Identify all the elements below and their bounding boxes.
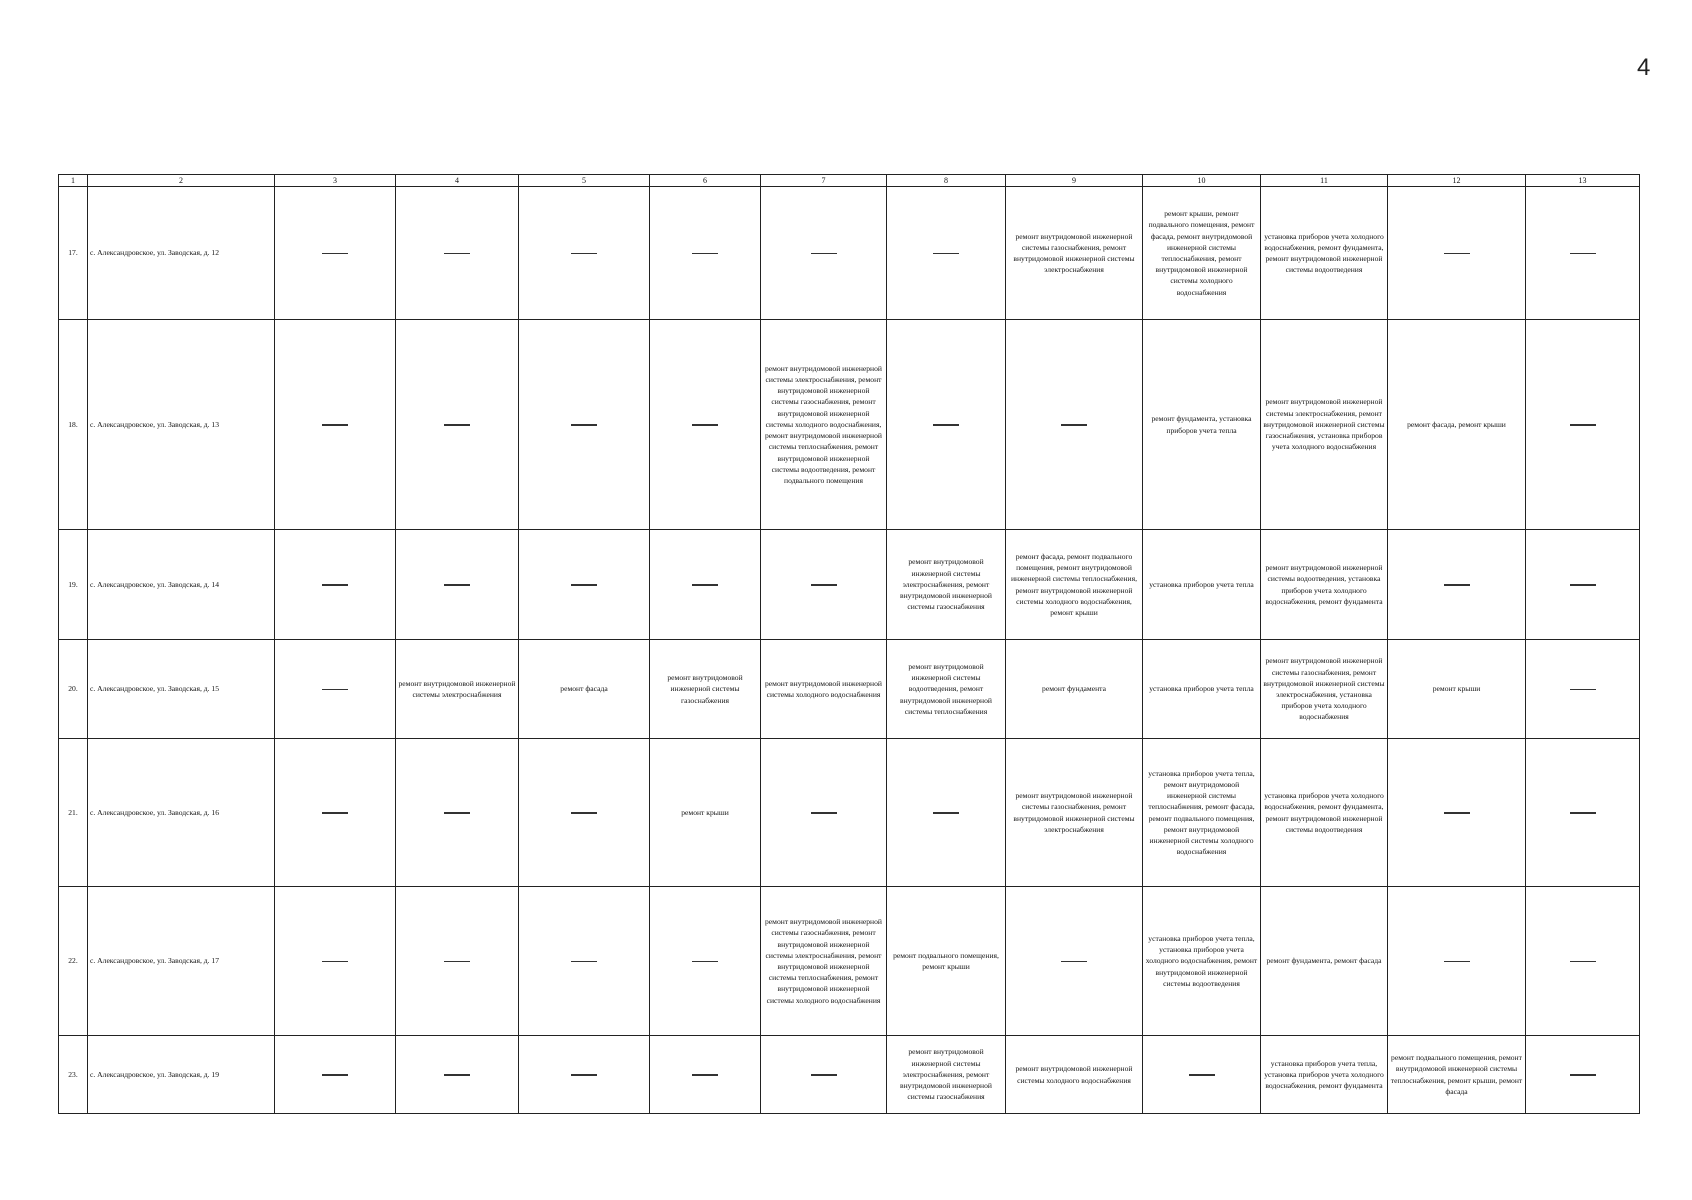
empty-cell	[887, 320, 1006, 530]
work-cell: ремонт внутридомовой инженерной системы электроснабжения	[396, 640, 519, 739]
row-number: 22.	[59, 887, 88, 1036]
address-cell: с. Александровское, ул. Заводская, д. 19	[88, 1036, 275, 1114]
dash-mark	[571, 961, 597, 962]
dash-mark	[811, 584, 837, 585]
column-number-row	[59, 175, 1640, 187]
empty-cell	[650, 187, 761, 320]
dash-mark	[1570, 812, 1596, 813]
empty-cell	[1526, 320, 1640, 530]
empty-cell	[1526, 187, 1640, 320]
page-number: 4	[1637, 54, 1651, 81]
empty-cell	[275, 320, 396, 530]
address-cell: с. Александровское, ул. Заводская, д. 15	[88, 640, 275, 739]
empty-cell	[1388, 739, 1526, 887]
work-cell: ремонт внутридомовой инженерной системы холодного водоснабжения	[761, 640, 887, 739]
empty-cell	[1526, 1036, 1640, 1114]
dash-mark	[692, 584, 718, 585]
table-row	[59, 530, 1640, 640]
empty-cell	[275, 187, 396, 320]
dash-mark	[571, 812, 597, 813]
empty-cell	[761, 187, 887, 320]
empty-cell	[396, 530, 519, 640]
dash-mark	[811, 1074, 837, 1075]
column-header: 7	[761, 175, 887, 187]
work-cell: ремонт внутридомовой инженерной системы холодного водоснабжения	[1006, 1036, 1143, 1114]
dash-mark	[444, 812, 470, 813]
empty-cell	[275, 739, 396, 887]
empty-cell	[650, 320, 761, 530]
empty-cell	[1388, 187, 1526, 320]
row-number: 18.	[59, 320, 88, 530]
empty-cell	[1006, 887, 1143, 1036]
work-cell: ремонт внутридомовой инженерной системы электроснабжения, ремонт внутридомовой инженерной системы газоснабжения	[887, 1036, 1006, 1114]
dash-mark	[1061, 961, 1087, 962]
table-row	[59, 739, 1640, 887]
column-header: 8	[887, 175, 1006, 187]
empty-cell	[519, 530, 650, 640]
empty-cell	[396, 739, 519, 887]
empty-cell	[650, 530, 761, 640]
dash-mark	[933, 253, 959, 254]
dash-mark	[1444, 961, 1470, 962]
empty-cell	[650, 887, 761, 1036]
dash-mark	[571, 253, 597, 254]
empty-cell	[519, 1036, 650, 1114]
empty-cell	[275, 887, 396, 1036]
dash-mark	[322, 253, 348, 254]
dash-mark	[571, 1074, 597, 1075]
table-row	[59, 320, 1640, 530]
row-number: 21.	[59, 739, 88, 887]
empty-cell	[519, 187, 650, 320]
empty-cell	[519, 739, 650, 887]
address-cell: с. Александровское, ул. Заводская, д. 13	[88, 320, 275, 530]
empty-cell	[275, 530, 396, 640]
address-cell: с. Александровское, ул. Заводская, д. 17	[88, 887, 275, 1036]
work-cell: ремонт внутридомовой инженерной системы газоснабжения, ремонт внутридомовой инженерной системы электроснабжения	[1006, 739, 1143, 887]
dash-mark	[692, 961, 718, 962]
dash-mark	[692, 424, 718, 425]
column-header: 9	[1006, 175, 1143, 187]
empty-cell	[1143, 1036, 1261, 1114]
works-table	[58, 174, 1640, 1114]
work-cell: установка приборов учета тепла, установка приборов учета холодного водоснабжения, ремонт фундамента	[1261, 1036, 1388, 1114]
dash-mark	[1444, 584, 1470, 585]
column-header: 6	[650, 175, 761, 187]
empty-cell	[887, 187, 1006, 320]
row-number: 19.	[59, 530, 88, 640]
dash-mark	[1570, 584, 1596, 585]
column-header: 2	[88, 175, 275, 187]
empty-cell	[519, 887, 650, 1036]
empty-cell	[1388, 530, 1526, 640]
dash-mark	[692, 1074, 718, 1075]
dash-mark	[811, 253, 837, 254]
dash-mark	[933, 812, 959, 813]
dash-mark	[1570, 424, 1596, 425]
address-cell: с. Александровское, ул. Заводская, д. 12	[88, 187, 275, 320]
empty-cell	[1006, 320, 1143, 530]
work-cell: ремонт крыши, ремонт подвального помещения, ремонт фасада, ремонт внутридомовой инженерной системы теплоснабжения, ремонт внутридомовой инженерной системы холодного водоснабжения	[1143, 187, 1261, 320]
work-cell: установка приборов учета тепла, установка приборов учета холодного водоснабжения, ремонт внутридомовой инженерной системы водоотведения	[1143, 887, 1261, 1036]
column-header: 10	[1143, 175, 1261, 187]
column-header: 12	[1388, 175, 1526, 187]
work-cell: ремонт фасада	[519, 640, 650, 739]
empty-cell	[761, 1036, 887, 1114]
work-cell: ремонт внутридомовой инженерной системы газоснабжения, ремонт внутридомовой инженерной системы электроснабжения	[1006, 187, 1143, 320]
empty-cell	[275, 1036, 396, 1114]
work-cell: ремонт внутридомовой инженерной системы газоснабжения, ремонт внутридомовой инженерной системы электроснабжения, установка приборов учета холодного водоснабжения	[1261, 640, 1388, 739]
table-row	[59, 187, 1640, 320]
dash-mark	[444, 584, 470, 585]
dash-mark	[322, 812, 348, 813]
dash-mark	[1061, 424, 1087, 425]
work-cell: ремонт внутридомовой инженерной системы электроснабжения, ремонт внутридомовой инженерной системы газоснабжения, ремонт внутридомовой инженерной системы холодного водоснабжения, ремонт внутридомовой инженерной системы теплоснабжения, ремонт внутридомовой инженерной системы водоотведения, ремонт подвального помещения	[761, 320, 887, 530]
empty-cell	[1526, 530, 1640, 640]
row-number: 17.	[59, 187, 88, 320]
dash-mark	[444, 1074, 470, 1075]
work-cell: ремонт подвального помещения, ремонт внутридомовой инженерной системы теплоснабжения, ремонт крыши, ремонт фасада	[1388, 1036, 1526, 1114]
work-cell: ремонт внутридомовой инженерной системы газоснабжения	[650, 640, 761, 739]
dash-mark	[322, 1074, 348, 1075]
empty-cell	[275, 640, 396, 739]
work-cell: установка приборов учета тепла	[1143, 530, 1261, 640]
table-row	[59, 1036, 1640, 1114]
dash-mark	[444, 253, 470, 254]
row-number: 23.	[59, 1036, 88, 1114]
dash-mark	[1189, 1074, 1215, 1075]
dash-mark	[322, 584, 348, 585]
work-cell: ремонт фундамента, установка приборов учета тепла	[1143, 320, 1261, 530]
dash-mark	[444, 424, 470, 425]
empty-cell	[761, 739, 887, 887]
dash-mark	[692, 253, 718, 254]
work-cell: ремонт внутридомовой инженерной системы водоотведения, установка приборов учета холодного водоснабжения, ремонт фундамента	[1261, 530, 1388, 640]
dash-mark	[322, 424, 348, 425]
empty-cell	[761, 530, 887, 640]
dash-mark	[571, 424, 597, 425]
column-header: 5	[519, 175, 650, 187]
work-cell: установка приборов учета холодного водоснабжения, ремонт фундамента, ремонт внутридомовой инженерной системы водоотведения	[1261, 187, 1388, 320]
work-cell: ремонт фундамента	[1006, 640, 1143, 739]
column-header: 3	[275, 175, 396, 187]
work-cell: ремонт фундамента, ремонт фасада	[1261, 887, 1388, 1036]
dash-mark	[1570, 253, 1596, 254]
work-cell: установка приборов учета холодного водоснабжения, ремонт фундамента, ремонт внутридомовой инженерной системы водоотведения	[1261, 739, 1388, 887]
empty-cell	[396, 1036, 519, 1114]
work-cell: ремонт крыши	[650, 739, 761, 887]
empty-cell	[1526, 640, 1640, 739]
dash-mark	[933, 424, 959, 425]
work-cell: ремонт фасада, ремонт крыши	[1388, 320, 1526, 530]
dash-mark	[811, 812, 837, 813]
empty-cell	[519, 320, 650, 530]
dash-mark	[1444, 253, 1470, 254]
table-body	[59, 187, 1640, 1114]
address-cell: с. Александровское, ул. Заводская, д. 16	[88, 739, 275, 887]
dash-mark	[1570, 689, 1596, 690]
empty-cell	[396, 320, 519, 530]
dash-mark	[1570, 961, 1596, 962]
dash-mark	[1570, 1074, 1596, 1075]
work-cell: ремонт внутридомовой инженерной системы водоотведения, ремонт внутридомовой инженерной системы теплоснабжения	[887, 640, 1006, 739]
address-cell: с. Александровское, ул. Заводская, д. 14	[88, 530, 275, 640]
work-cell: ремонт подвального помещения, ремонт крыши	[887, 887, 1006, 1036]
dash-mark	[571, 584, 597, 585]
column-header: 4	[396, 175, 519, 187]
column-header: 11	[1261, 175, 1388, 187]
work-cell: ремонт фасада, ремонт подвального помещения, ремонт внутридомовой инженерной системы теплоснабжения, ремонт внутридомовой инженерной системы холодного водоснабжения, ремонт крыши	[1006, 530, 1143, 640]
column-header: 1	[59, 175, 88, 187]
empty-cell	[887, 739, 1006, 887]
empty-cell	[396, 187, 519, 320]
dash-mark	[322, 961, 348, 962]
work-cell: ремонт крыши	[1388, 640, 1526, 739]
work-cell: ремонт внутридомовой инженерной системы газоснабжения, ремонт внутридомовой инженерной системы электроснабжения, ремонт внутридомовой инженерной системы теплоснабжения, ремонт внутридомовой инженерной системы холодного водоснабжения	[761, 887, 887, 1036]
dash-mark	[444, 961, 470, 962]
dash-mark	[1444, 812, 1470, 813]
work-cell: установка приборов учета тепла, ремонт внутридомовой инженерной системы теплоснабжения, ремонт фасада, ремонт подвального помещения, ремонт внутридомовой инженерной системы холодного водоснабжения	[1143, 739, 1261, 887]
row-number: 20.	[59, 640, 88, 739]
empty-cell	[650, 1036, 761, 1114]
work-cell: ремонт внутридомовой инженерной системы электроснабжения, ремонт внутридомовой инженерной системы газоснабжения, установка приборов учета холодного водоснабжения	[1261, 320, 1388, 530]
table-row	[59, 640, 1640, 739]
work-cell: установка приборов учета тепла	[1143, 640, 1261, 739]
empty-cell	[1388, 887, 1526, 1036]
empty-cell	[396, 887, 519, 1036]
dash-mark	[322, 689, 348, 690]
empty-cell	[1526, 887, 1640, 1036]
empty-cell	[1526, 739, 1640, 887]
work-cell: ремонт внутридомовой инженерной системы электроснабжения, ремонт внутридомовой инженерной системы газоснабжения	[887, 530, 1006, 640]
column-header: 13	[1526, 175, 1640, 187]
table-row	[59, 887, 1640, 1036]
